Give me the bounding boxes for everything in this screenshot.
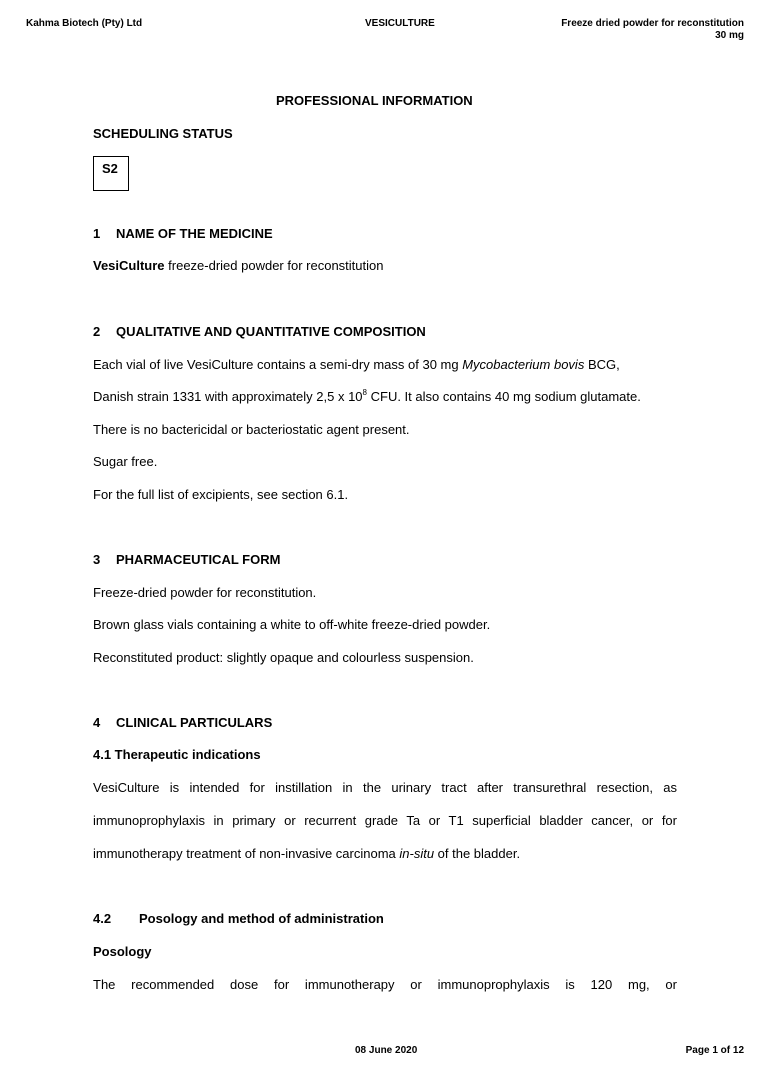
posology-heading: Posology (93, 944, 152, 959)
section-3-number: 3 (93, 552, 101, 567)
indications-line-3 (93, 846, 520, 862)
scheduling-value: S2 (102, 161, 118, 176)
footer-page: Page 1 of 12 (685, 1045, 744, 1056)
in-situ-term: in-situ (399, 846, 435, 861)
indications-text-b: of the bladder. (434, 846, 521, 861)
scheduling-heading: SCHEDULING STATUS (93, 126, 233, 141)
section-4-2-title: Posology and method of administration (139, 911, 384, 926)
section-1-heading (93, 226, 273, 241)
page-title: PROFESSIONAL INFORMATION (276, 93, 473, 108)
exponent: 8 (362, 387, 367, 397)
composition-line-4: Sugar free. (93, 454, 158, 469)
product-name: VesiCulture (93, 258, 165, 273)
section-4-heading (93, 715, 272, 730)
section-4-2-number: 4.2 (93, 911, 112, 926)
section-3-heading (93, 552, 280, 567)
header-form-line1: Freeze dried powder for reconstitution (561, 18, 744, 29)
indications-line-2: immunoprophylaxis in primary or recurrent grade Ta or T1 superficial bladder cancer, or for (93, 813, 677, 828)
composition-line-2 (93, 389, 641, 405)
section-1-text (93, 258, 383, 274)
indications-text-a: immunotherapy treatment of non-invasive carcinoma (93, 846, 400, 861)
section-4-number: 4 (93, 715, 101, 730)
composition-line-3: There is no bactericidal or bacteriostatic agent present. (93, 422, 410, 437)
composition-line-5: For the full list of excipients, see section 6.1. (93, 487, 349, 502)
header-product: VESICULTURE (365, 18, 435, 29)
header-form-line2: 30 mg (715, 30, 744, 41)
form-line-3: Reconstituted product: slightly opaque and colourless suspension. (93, 650, 474, 665)
strain-text: Danish strain 1331 with approximately 2,5 x 10 (93, 389, 363, 404)
section-3-title: PHARMACEUTICAL FORM (116, 552, 281, 567)
section-2-number: 2 (93, 324, 101, 339)
product-desc: freeze-dried powder for reconstitution (164, 258, 384, 273)
posology-line-1: The recommended dose for immunotherapy or immunoprophylaxis is 120 mg, or (93, 977, 677, 992)
organism-name: Mycobacterium bovis (462, 357, 585, 372)
section-1-number: 1 (93, 226, 101, 241)
section-2-heading (93, 324, 426, 339)
section-1-title: NAME OF THE MEDICINE (116, 226, 273, 241)
footer-date: 08 June 2020 (355, 1045, 418, 1056)
section-4-title: CLINICAL PARTICULARS (116, 715, 273, 730)
form-line-1: Freeze-dried powder for reconstitution. (93, 585, 317, 600)
section-2-title: QUALITATIVE AND QUANTITATIVE COMPOSITION (116, 324, 426, 339)
composition-line-1 (93, 357, 620, 373)
indications-line-1: VesiCulture is intended for instillation in the urinary tract after transurethral resection, as (93, 780, 677, 795)
section-4-2-heading (93, 911, 384, 926)
composition-text-a: Each vial of live VesiCulture contains a semi-dry mass of 30 mg (93, 357, 463, 372)
form-line-2: Brown glass vials containing a white to off-white freeze-dried powder. (93, 617, 491, 632)
cfu-text: CFU. It also contains 40 mg sodium glutamate. (367, 389, 641, 404)
section-4-1-heading: 4.1 Therapeutic indications (93, 747, 261, 762)
header-form (561, 18, 744, 42)
scheduling-box (93, 156, 129, 191)
composition-text-b: BCG, (584, 357, 620, 372)
header-company: Kahma Biotech (Pty) Ltd (26, 18, 143, 29)
